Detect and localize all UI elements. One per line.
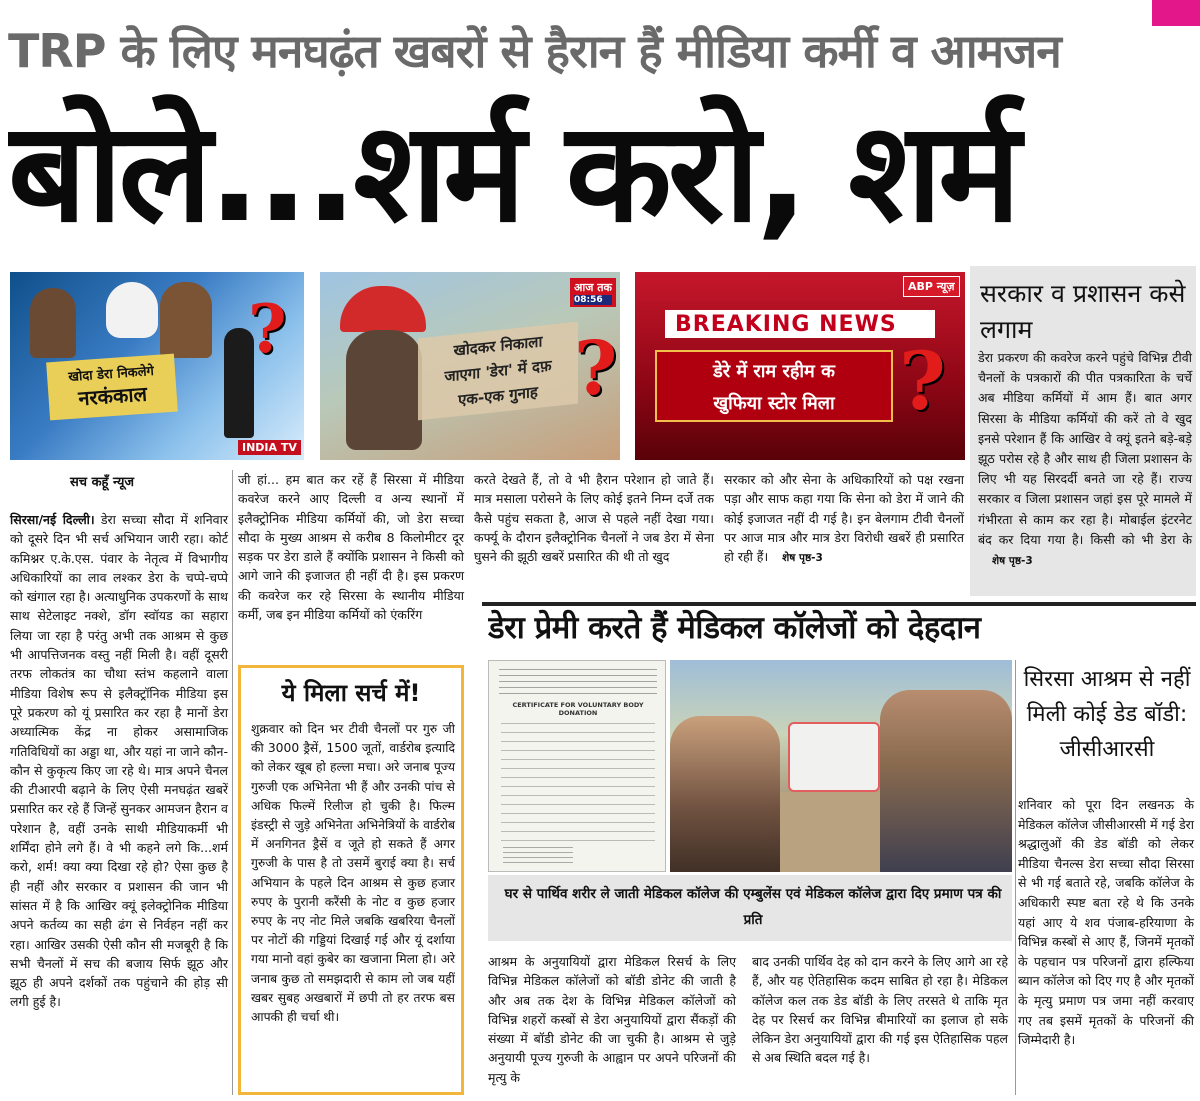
caption-sign	[46, 354, 178, 421]
feature-column-1: आश्रम के अनुयायियों द्वारा मेडिकल रिसर्च के लिए विभिन्न मेडिकल कॉलेजों को बॉडी डोनेट की जाती है और अब तक देश के विभिन्न मेडिकल कॉलेजों को विभिन्न शहरों कस्बों से डेरा अनुयायियों द्वारा सैंकड़ों की संख्या में बॉडी डोनेट की जा चुकी है। आश्रम से जुड़े अनुयायी पूज्य गुरुजी के आह्वान पर अपने परिजनों की मृत्यु के	[488, 954, 736, 1085]
kicker-headline: TRP के लिए मनघढ़ंत खबरों से हैरान हैं मीडिया कर्मी व आमजन	[8, 24, 1061, 78]
byline: सच कहूँ न्यूज	[70, 475, 135, 490]
article-text: सरकार को और सेना के अधिकारियों को पक्ष रखना पड़ा और साफ कहा गया कि सेना को डेरा में जाने की कोई इजाजत नहीं दी गई है। इन बेलगाम टीवी चैनलों पर आज मात्र और मात्र डेरा विरोधी खबरें ही प्रसारित हो रही हैं।	[724, 472, 964, 565]
article-column-2: जी हां... हम बात कर रहें हैं सिरसा में मीडिया कवरेज करने आए दिल्ली व अन्य स्थानों में इलैक्ट्रोनिक मीडिया कर्मियों की, जो डेरा सच्चा सौदा के मुख्य आश्रम से करीब 8 किलोमीटर दूर सड़क पर डेरा डाले हैं क्योंकि प्रशासन ने किसी को आगे जाने की इजाजत ही नहीं दी है। इस प्रकरण की कवरेज कर रहे सिरसा के स्थानीय मीडिया कर्मी, जब इन मीडिया कर्मियों को एंकरिंग	[238, 472, 464, 623]
side-panel-body	[978, 348, 1192, 571]
skull-icon	[106, 282, 158, 338]
caption-line: नरकंकाल	[77, 381, 148, 411]
channel-logo: ABP न्यूज़	[903, 276, 960, 297]
article-column-3: करते देखते हैं, तो वे भी हैरान परेशान हो जाते हैं। मात्र मसाला परोसने के लिए कोई इतने निम्न दर्जे तक कैसे पहुंच सकता है, आज से पहले नहीं देखा गया। कर्फ्यू के दौरान इलैक्ट्रोनिक चैनलों ने जब डेरा में सेना घुसने की झूठी खबरें प्रसारित की थी तो खुद	[474, 472, 714, 565]
search-box-title: ये मिला सर्च में!	[281, 679, 421, 707]
article-text: डेरा सच्चा सौदा में शनिवार को दूसरे दिन भी सर्च अभियान जारी रहा। कोर्ट कमिश्नर ए.के.एस. पंवार के नेतृत्व में विभागीय अधिकारियों का लाव लश्कर डेरा के चप्पे-चप्पे को खंगाल रहा है। अत्याधुनिक उपकरणों के साथ साथ सेटेलाइट नक्शे, डॉग स्वॉयड का सहारा लिया जा रहा है परंतु अभी तक आश्रम से कुछ भी आपत्तिजनक वस्तु नहीं मिली है। वहीं दूसरी तरफ लोकतंत्र का चौथा स्तंभ कहलाने वाला मीडिया विशेष रूप से इलैक्ट्रॉनिक मीडिया इस पूरे प्रकरण को यूं प्रसारित कर रहा है मानों डेरा अध्यात्मिक केंद्र ना होकर असामाजिक गतिविधियों का अड्डा था, और यहां ना जाने कौन-कौन से कुकृत्य किए जा रहे थे। मात्र अपने चैनल की टीआरपी बढ़ाने के लिए ऐसी मनघढ़ंत खबरें प्रसारित कर रहे हैं जिन्हें सुनकर आमजन हैरान व परेशान है, वहीं उनके साथी मीडियाकर्मी भी शर्मिंदा होने लगे हैं। वे भी कहने लगे कि...शर्म करो, शर्म! क्या क्या दिखा रहे हो? ऐसा कुछ है ही नहीं और सरकार व प्रशासन की जान भी सांसत में है कि आखिर क्यूं इलेक्ट्रोनिक मीडिया अपने कर्तव्य का सही ढंग से निर्वहन नहीं कर रहा। आखिर उसकी ऐसी कौन सी मजबूरी है कि सभी चैनलों में सच की बजाय सिर्फ झूठ और झूठ ही अपने दर्शकों तक पहुंचाने की होड़ सी लगी हुई है।	[10, 512, 228, 1010]
search-box-body: शुक्रवार को दिन भर टीवी चैनलों पर गुरु जी की 3000 ड्रैसें, 1500 जूतों, वार्डरोब इत्यादि को लेकर खूब हो हल्ला मचा। अरे जनाब पूज्य गुरुजी एक अभिनेता भी हैं और उनकी पांच से अधिक फिल्में रिलीज हो चुकी है। फिल्म इंडस्ट्री से जुड़े अभिनेता अभिनेत्रियों के वार्डरोब में अनगिनत ड्रैसें व जूते हो सकते हैं अगर गुरुजी के पास है तो उसमें बुराई क्या है। सर्च अभियान के पहले दिन आश्रम से कुछ हजार रुपए के पुरानी करैंसी के नोट व कुछ हजार रुपए के नए नोट मिले जबकि खबरिया चैनलों पर नोटों की गड्डियां दिखाई गई और यूं दर्शाया गया मानो वहां कुबेर का खजाना मिला हो। अरे जनाब कुछ तो समझदारी से काम लो जब यहीं खबर सुबह अखबारों में छपी तो हर तरफ बस आपकी ही चर्चा थी।	[251, 722, 455, 1025]
donation-certificate-image	[488, 660, 666, 872]
clock-readout: 08:56	[574, 295, 612, 305]
column-divider	[1015, 660, 1016, 1095]
main-headline: बोले...शर्म करो, शर्म	[8, 92, 1017, 253]
portrait-figure	[30, 288, 76, 358]
certificate-stamp	[503, 847, 573, 865]
channel-logo	[570, 278, 616, 307]
feature-column-2: बाद उनकी पार्थिव देह को दान करने के लिए आगे आ रहे हैं, और यह ऐतिहासिक कदम साबित हो रहा है। मेडिकल कॉलेज कल तक डेड बॉडी के लिए तरसते थे ताकि मृत देह पर रिसर्च कर विभिन्न बीमारियों का इलाज हो सके लेकिन डेरा अनुयायियों द्वारा की गई इस ऐतिहासिक पहल से अब स्थिति बदल गई है।	[752, 954, 1008, 1066]
crowd-right	[880, 690, 1012, 872]
caption-line: खोदा डेरा निकलेगे	[67, 364, 155, 386]
article-column-4	[724, 470, 964, 568]
photo-caption: घर से पार्थिव शरीर ले जाती मेडिकल कॉलेज की एम्बुलेंस एवं मेडिकल कॉलेज द्वारा दिए प्रमाण पत्र की प्रति	[504, 886, 1002, 928]
question-mark-icon: ?	[899, 334, 946, 428]
question-mark-icon: ?	[574, 326, 618, 412]
search-findings-box	[238, 665, 464, 1095]
side-panel-title: सरकार व प्रशासन कसे लगाम	[980, 279, 1186, 344]
tv-screenshot-india-tv	[10, 272, 304, 460]
ambulance-crowd-photo	[670, 660, 1012, 872]
caption-line: जाएगा 'डेरा' में दफ़	[444, 356, 552, 386]
feature-title: डेरा प्रेमी करते हैं मेडिकल कॉलेजों को देहदान	[488, 610, 981, 646]
tv-screenshot-aaj-tak	[320, 272, 620, 460]
face-figure	[346, 330, 422, 450]
caption-line: डेरे में राम रहीम क	[713, 361, 835, 382]
caption-line: खोदकर निकाला	[453, 332, 543, 360]
breaking-news-caption	[655, 350, 893, 422]
continued-marker: शेष पृष्ठ-3	[782, 552, 823, 565]
santa-hat-figure	[340, 286, 426, 332]
side-panel-text: डेरा प्रकरण की कवरेज करने पहुंचे विभिन्न टीवी चैनलों के पत्रकारों की पीत पत्रकारिता के चर्चे अब मीडिया कर्मियों में आम हैं। बात अगर सिरसा के मीडिया कर्मियों की करें तो वे खुद इनसे परेशान हैं कि आखिर वे क्यूं इतने बड़े-बड़े झूठ परोस रहे है और साथ ही जिला प्रशासन के लिए भी यह सिरदर्दी बनते जा रहे हैं। राज्य सरकार व जिला प्रशासन जहां इस पूरे मामले में गंभीरता से काम कर रहा है। मोबाईल इंटरनेट बंद कर दिया गया है। किसी को भी डेरा के	[978, 350, 1192, 547]
breaking-news-label: BREAKING NEWS	[675, 312, 897, 337]
gcrc-body: शनिवार को पूरा दिन लखनऊ के मेडिकल कॉलेज जीसीआरसी में गई डेरा श्रद्धालुओं की डेड बॉडी को लेकर मीडिया चैनल्स डेरा सच्चा सौदा सिरसा से भी गई बताते रहे, जबकि कॉलेज के अधिकारी स्पष्ट बता रहे थे कि उनके यहां आए ये शव पंजाब-हरियाणा के विभिन्न कस्बों से आए हैं, जिनमें मृतकों के पहचान पत्र परिजनों द्वारा हल्फिया ब्यान कॉलेज को दिए गए है और मृतकों के मृत्यु प्रमाण पत्र जमा नहीं करवाए गए तब इसमें मृतकों के परिजनों की जिम्मेदारी है।	[1018, 797, 1194, 1048]
caption-line: खुफिया स्टोर मिला	[713, 393, 835, 414]
channel-logo: INDIA TV	[238, 440, 301, 455]
article-column-1	[10, 510, 228, 1012]
tv-screenshot-abp-news	[635, 272, 965, 460]
question-mark-icon: ?	[248, 290, 287, 368]
gcrc-title: सिरसा आश्रम से नहीं मिली कोई डेड बॉडी: जीसीआरसी	[1023, 667, 1191, 762]
portrait-figure-right	[160, 282, 212, 358]
continued-marker: शेष पृष्ठ-3	[992, 555, 1033, 568]
caption-line: एक-एक गुनाह	[458, 382, 538, 410]
caption-slab	[418, 322, 578, 421]
ambulance-figure	[788, 722, 880, 792]
channel-logo-text: आज तक	[574, 281, 612, 294]
road	[780, 792, 880, 872]
certificate-text-lines	[501, 723, 655, 843]
column-divider	[232, 470, 233, 1095]
dateline: सिरसा/नई दिल्ली।	[10, 512, 95, 527]
certificate-heading: CERTIFICATE FOR VOLUNTARY BODY DONATION	[512, 701, 644, 717]
certificate-letterhead	[499, 669, 657, 697]
crowd-left	[670, 716, 780, 872]
